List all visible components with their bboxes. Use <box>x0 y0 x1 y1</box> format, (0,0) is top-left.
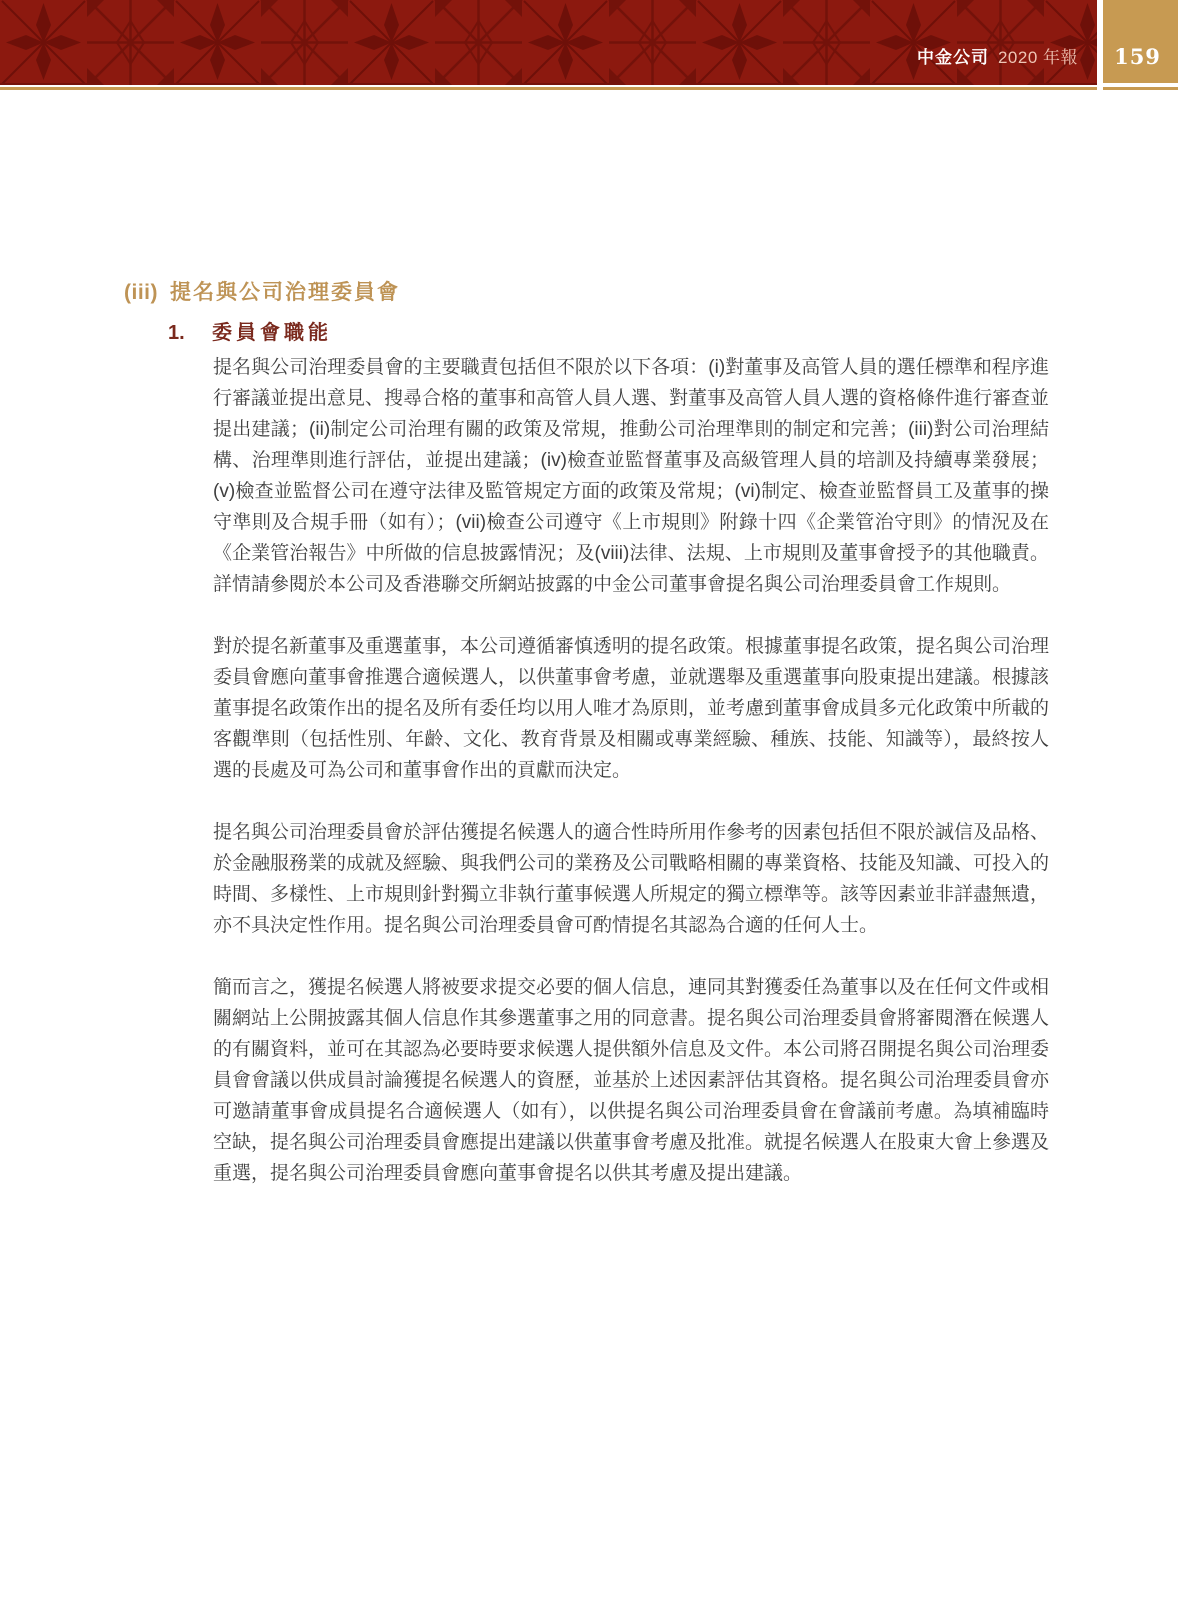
section-marker: (iii) <box>124 281 158 304</box>
company-name: 中金公司 <box>916 48 989 67</box>
page-number-box <box>1103 0 1178 83</box>
page-number: 159 <box>1114 44 1161 69</box>
body-paragraph: 提名與公司治理委員會的主要職責包括但不限於以下各項：(i)對董事及高管人員的選任標準和程序進行審議並提出意見、搜尋合格的董事和高管人員人選、對董事及高管人員人選的資格條件進行審查並提出建議；(ii)制定公司治理有關的政策及常規，推動公司治理準則的制定和完善；(iii)對公司治理結構、治理準則進行評估，並提出建議；(iv)檢查並監督董事及高級管理人員的培訓及持續專業發展；(v)檢查並監督公司在遵守法律及監管規定方面的政策及常規；(vi)制定、檢查並監督員工及董事的操守準則及合規手冊（如有）；(vii)檢查公司遵守《上市規則》附錄十四《企業管治守則》的情況及在《企業管治報告》中所做的信息披露情況；及(viii)法律、法規、上市規則及董事會授予的其他職責。詳情請參閱於本公司及香港聯交所網站披露的中金公司董事會提名與公司治理委員會工作規則。 <box>213 357 1050 595</box>
header-divider-side <box>1103 87 1178 90</box>
header-title <box>917 48 1078 68</box>
sub-heading <box>168 316 332 345</box>
report-year: 2020 年報 <box>997 48 1078 67</box>
header-band <box>0 0 1097 85</box>
body-paragraph: 簡而言之，獲提名候選人將被要求提交必要的個人信息，連同其對獲委任為董事以及在任何文件或相關網站上公開披露其個人信息作其參選董事之用的同意書。提名與公司治理委員會將審閱潛在候選人的有關資料，並可在其認為必要時要求候選人提供額外信息及文件。本公司將召開提名與公司治理委員會會議以供成員討論獲提名候選人的資歷，並基於上述因素評估其資格。提名與公司治理委員會亦可邀請董事會成員提名合適候選人（如有），以供提名與公司治理委員會在會議前考慮。為填補臨時空缺，提名與公司治理委員會應提出建議以供董事會考慮及批准。就提名候選人在股東大會上參選及重選，提名與公司治理委員會應向董事會提名以供其考慮及提出建議。 <box>213 977 1050 1184</box>
section-heading <box>124 276 400 306</box>
body-text <box>213 352 1049 1189</box>
body-paragraph: 提名與公司治理委員會於評估獲提名候選人的適合性時所用作參考的因素包括但不限於誠信及品格、於金融服務業的成就及經驗、與我們公司的業務及公司戰略相關的專業資格、技能及知識、可投入的時間、多樣性、上市規則針對獨立非執行董事候選人所規定的獨立標準等。該等因素並非詳盡無遺，亦不具決定性作用。提名與公司治理委員會可酌情提名其認為合適的任何人士。 <box>213 822 1050 936</box>
asanoha-pattern <box>0 0 1097 85</box>
section-title: 提名與公司治理委員會 <box>170 281 400 304</box>
sub-heading-title: 委員會職能 <box>212 322 332 344</box>
sub-heading-number: 1. <box>168 322 185 344</box>
header-divider <box>0 87 1097 90</box>
body-paragraph: 對於提名新董事及重選董事，本公司遵循審慎透明的提名政策。根據董事提名政策，提名與公司治理委員會應向董事會推選合適候選人，以供董事會考慮，並就選舉及重選董事向股東提出建議。根據該董事提名政策作出的提名及所有委任均以用人唯才為原則，並考慮到董事會成員多元化政策中所載的客觀準則（包括性別、年齡、文化、教育背景及相關或專業經驗、種族、技能、知識等），最終按人選的長處及可為公司和董事會作出的貢獻而決定。 <box>213 636 1050 781</box>
